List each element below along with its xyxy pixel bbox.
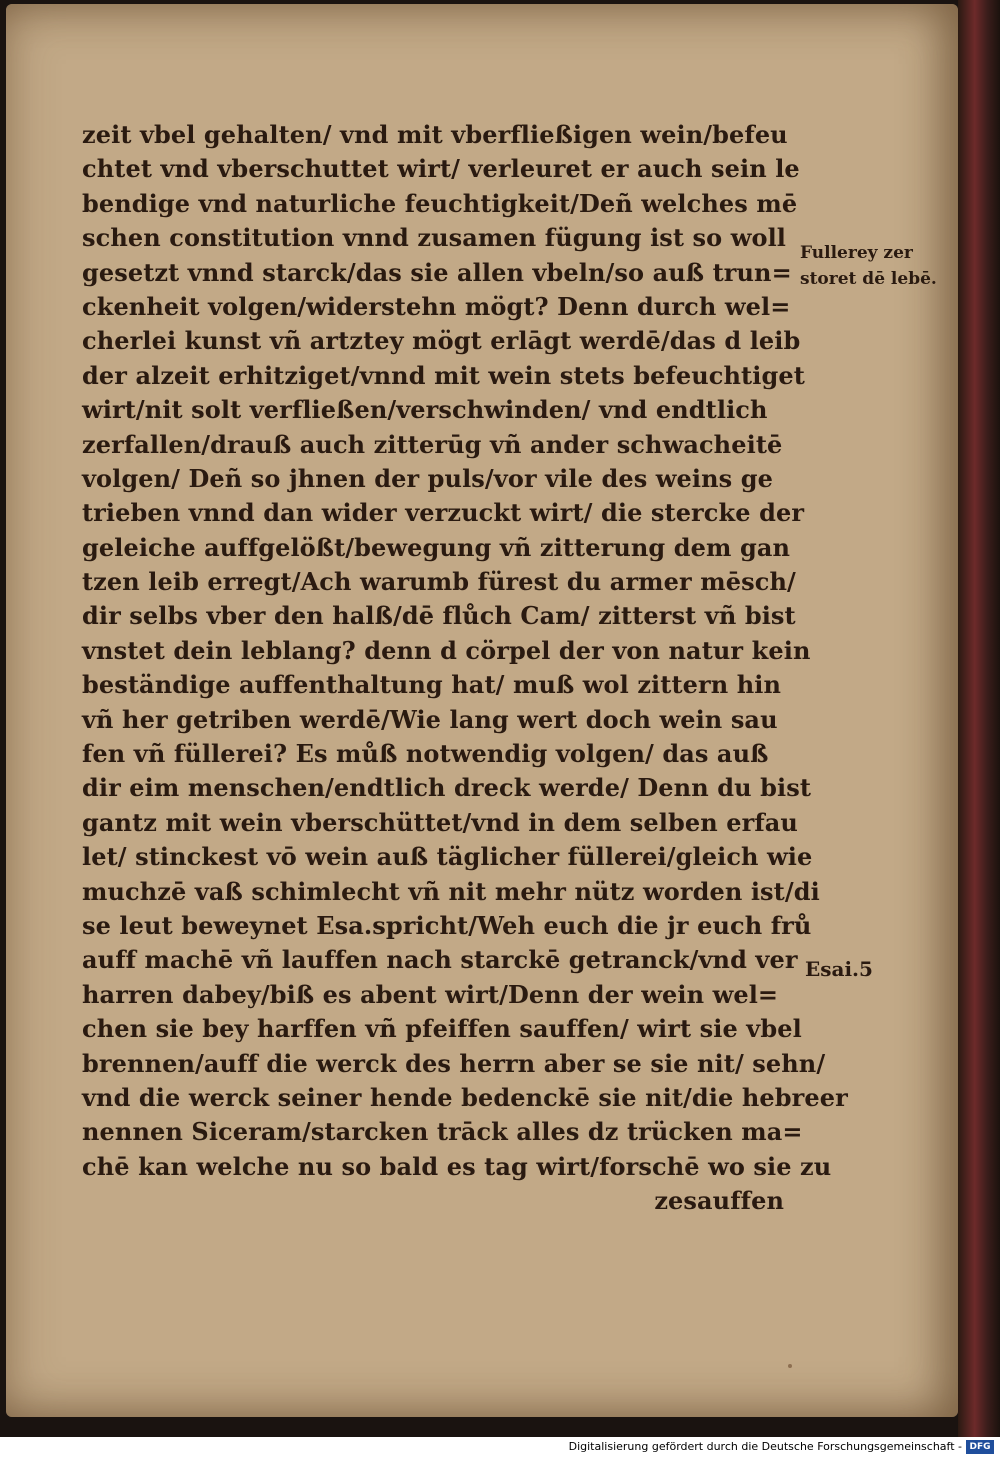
text-line: harren dabey/biß es abent wirt/Denn der wein wel=: [82, 979, 779, 1009]
text-line: wirt/nit solt verfließen/verschwinden/ vnd endtlich: [82, 395, 768, 425]
text-line: trieben vnnd dan wider verzuckt wirt/ die stercke der: [82, 498, 805, 528]
text-line: auff machē vñ lauffen nach starckē getranck/vnd ver: [82, 945, 798, 975]
catchword: zesauffen: [654, 1186, 784, 1216]
paper-speck: [788, 1364, 792, 1368]
text-line: gesetzt vnnd starck/das sie allen vbeln/so auß trun=: [82, 257, 792, 287]
text-line: bendige vnd naturliche feuchtigkeit/Deñ welches mē: [82, 188, 798, 218]
text-line: dir eim menschen/endtlich dreck werde/ Denn du bist: [82, 773, 812, 803]
text-line: cherlei kunst vñ artztey mögt erlāgt werdē/das d leib: [82, 326, 801, 356]
margin-note-fullerey: [800, 240, 937, 292]
text-line: chen sie bey harffen vñ pfeiffen sauffen/ wirt sie vbel: [82, 1014, 802, 1044]
funding-credit: Digitalisierung gefördert durch die Deutsche Forschungsgemeinschaft -: [568, 1440, 962, 1453]
text-line: fen vñ füllerei? Es můß notwendig volgen/ das auß: [82, 739, 769, 769]
text-line: der alzeit erhitziget/vnnd mit wein stets befeuchtiget: [82, 360, 805, 390]
margin-note-line: Fullerey zer: [800, 243, 913, 263]
text-line: let/ stinckest vō wein auß täglicher füllerei/gleich wie: [82, 842, 813, 872]
text-line: beständige auffenthaltung hat/ muß wol zittern hin: [82, 670, 782, 700]
text-line: gantz mit wein vberschüttet/vnd in dem selben erfau: [82, 807, 798, 837]
text-line: schen constitution vnnd zusamen fügung ist so woll: [82, 223, 787, 253]
text-line: vnstet dein leblang? denn d cörpel der von natur kein: [82, 635, 811, 665]
margin-note-line: storet dē lebē.: [800, 269, 937, 289]
text-line: vnd die werck seiner hende bedenckē sie nit/die hebreer: [82, 1082, 848, 1112]
dfg-logo: DFG: [966, 1440, 994, 1454]
text-line: zeit vbel gehalten/ vnd mit vberfließigen wein/befeu: [82, 120, 788, 149]
text-line: volgen/ Deñ so jhnen der puls/vor vile des weins ge: [82, 463, 773, 493]
text-line: muchzē vaß schimlecht vñ nit mehr nütz worden ist/di: [82, 876, 820, 906]
text-line: se leut beweynet Esa.spricht/Weh euch die jr euch frů: [82, 910, 812, 940]
text-line: zerfallen/drauß auch zitterūg vñ ander schwacheitē: [82, 429, 783, 459]
footer-bar: [0, 1437, 1000, 1457]
text-line: geleiche auffgelößt/bewegung vñ zitterung dem gan: [82, 532, 791, 562]
text-line: chtet vnd vberschuttet wirt/ verleuret er auch sein le: [82, 154, 800, 184]
text-line: ckenheit volgen/widerstehn mögt? Denn durch wel=: [82, 291, 791, 321]
book-edge: [958, 0, 1000, 1437]
text-line: vñ her getriben werdē/Wie lang wert doch wein sau: [82, 704, 778, 734]
text-line: dir selbs vber den halß/dē flůch Cam/ zitterst vñ bist: [82, 601, 796, 631]
text-line: nennen Siceram/starcken trāck alles dz trücken ma=: [82, 1117, 803, 1147]
text-line: brennen/auff die werck des herrn aber se sie nit/ sehn/: [82, 1048, 826, 1078]
text-line: chē kan welche nu so bald es tag wirt/forschē wo sie zu: [82, 1151, 832, 1181]
margin-note-esai: Esai.5: [805, 957, 873, 981]
text-line: tzen leib erregt/Ach warumb fürest du armer mēsch/: [82, 567, 796, 597]
